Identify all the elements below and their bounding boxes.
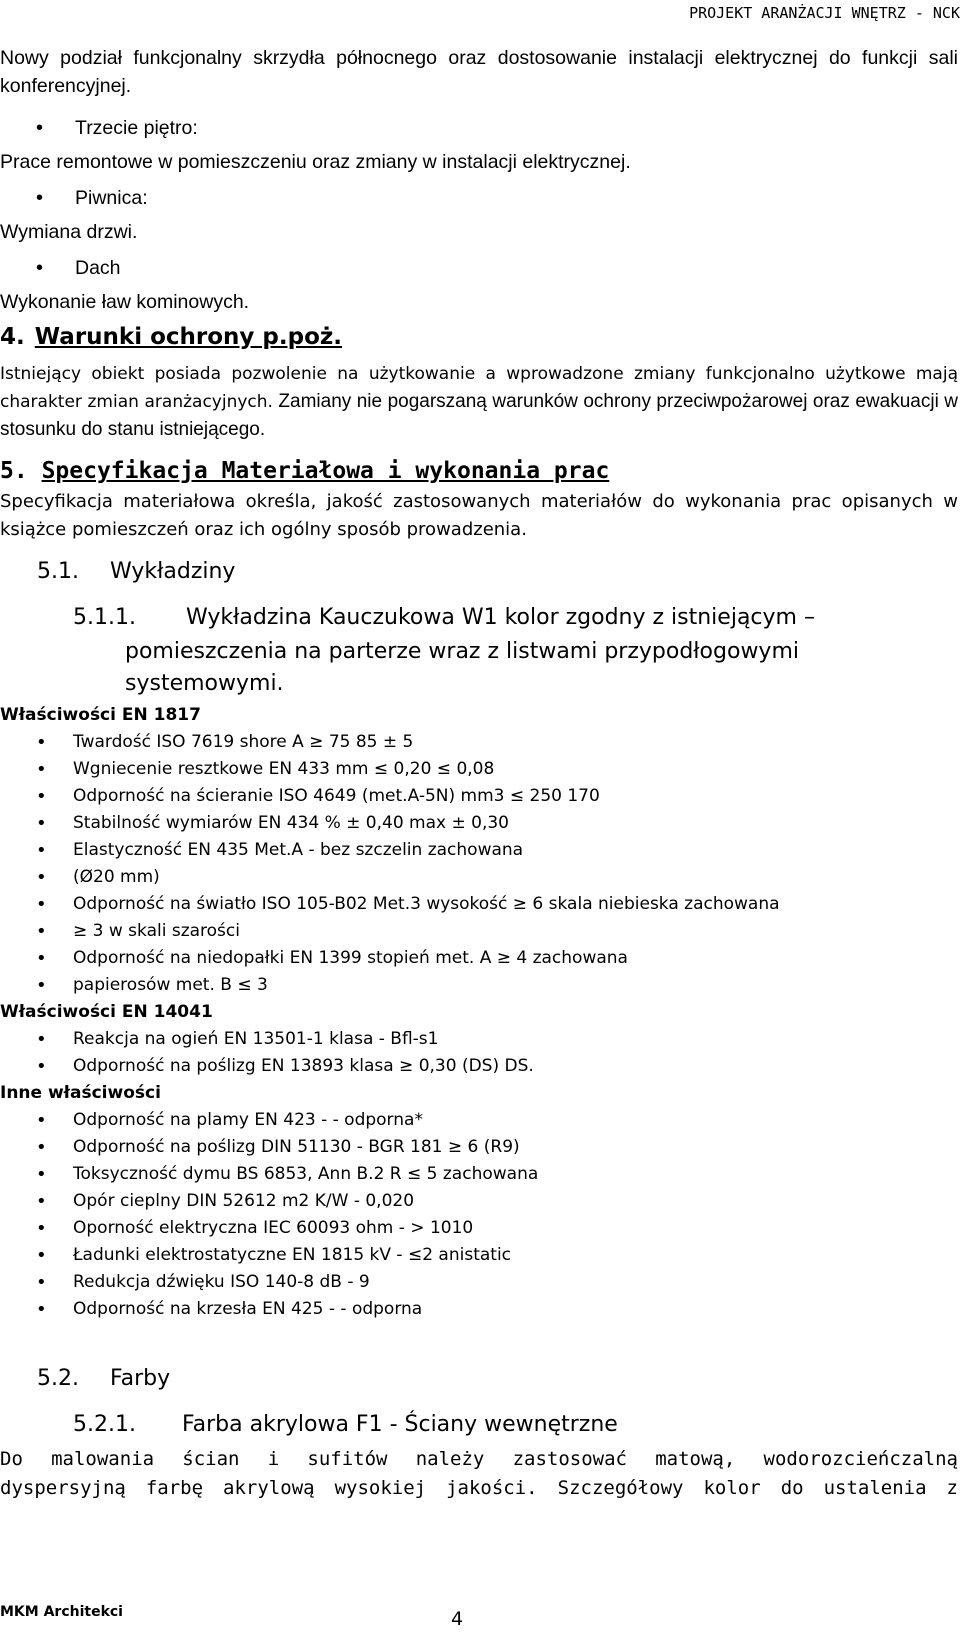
section-5-1-title: Wykładziny — [110, 559, 236, 584]
section-5-1-1-number: 5.1.1. — [73, 605, 136, 630]
bullet-basement: • Piwnica: — [0, 184, 958, 212]
property-item: • Reakcja na ogień EN 13501-1 klasa - Bfl-s1 — [0, 1026, 958, 1053]
section-5-2-1-heading — [0, 1405, 958, 1445]
property-item: • Odporność na plamy EN 423 - - odporna* — [0, 1107, 958, 1134]
intro-paragraph-4: Wykonanie ław kominowych. — [0, 291, 250, 313]
section-5-2-title: Farby — [110, 1366, 171, 1391]
section-4-text — [0, 360, 958, 444]
intro-paragraph-3: Wymiana drzwi. — [0, 221, 138, 243]
properties-heading-en1817: Właściwości EN 1817 — [0, 705, 201, 725]
property-item: • Redukcja dźwięku ISO 140-8 dB - 9 — [0, 1269, 958, 1296]
section-5-1-1-heading — [0, 596, 958, 702]
bullet-roof: • Dach — [0, 254, 958, 282]
intro-paragraph-1: Nowy podział funkcjonalny skrzydła północnego oraz dostosowanie instalacji elektrycznej do funkcji sali konferencyjnej. — [0, 47, 958, 97]
section-5-1-1-line-3: systemowymi. — [125, 671, 284, 696]
section-4-number: 4. — [0, 324, 25, 350]
section-5-1-1-line-1: Wykładzina Kauczukowa W1 kolor zgodny z istniejącym – — [186, 605, 815, 630]
property-item: • Odporność na ścieranie ISO 4649 (met.A-5N) mm3 ≤ 250 170 — [0, 783, 958, 810]
section-5-2-1-title: Farba akrylowa F1 - Ściany wewnętrzne — [182, 1412, 618, 1437]
property-item: • ≥ 3 w skali szarości — [0, 918, 958, 945]
property-item: • Wgniecenie resztkowe EN 433 mm ≤ 0,20 ≤ 0,08 — [0, 756, 958, 783]
property-item: • Oporność elektryczna IEC 60093 ohm - > 1010 — [0, 1215, 958, 1242]
properties-heading-other: Inne właściwości — [0, 1083, 161, 1103]
section-4-title: Warunki ochrony p.poż. — [34, 324, 343, 350]
page-content — [0, 44, 958, 1503]
section-5-2-1-text: Do malowania ścian i sufitów należy zastosować matową, wodorozcieńczalną dyspersyjną farbę akrylową wysokiej jakości. Szczegółowy kolor do ustalenia z — [0, 1448, 958, 1499]
property-item: • papierosów met. B ≤ 3 — [0, 972, 958, 999]
property-item: • Elastyczność EN 435 Met.A - bez szczelin zachowana — [0, 837, 958, 864]
property-item: • (Ø20 mm) — [0, 864, 958, 891]
section-5-number: 5. — [0, 458, 28, 484]
property-item: • Ładunki elektrostatyczne EN 1815 kV - ≤2 anistatic — [0, 1242, 958, 1269]
page-header: PROJEKT ARANŻACJI WNĘTRZ - NCK — [689, 4, 960, 22]
section-4-text-a: Istniejący obiekt posiada pozwolenie na użytkowanie a wprowadzone zmiany funkcjonalno użytkowe mają charakter zmian aranżacyjnych. — [0, 364, 958, 412]
footer-company: MKM Architekci — [0, 1604, 123, 1620]
section-5-2-1-number: 5.2.1. — [73, 1412, 136, 1437]
properties-block — [0, 702, 958, 1323]
property-item: • Stabilność wymiarów EN 434 % ± 0,40 max ± 0,30 — [0, 810, 958, 837]
section-4-heading — [0, 322, 958, 352]
footer-page-number: 4 — [451, 1608, 464, 1630]
intro-paragraph-2: Prace remontowe w pomieszczeniu oraz zmiany w instalacji elektrycznej. — [0, 151, 631, 173]
property-item: • Twardość ISO 7619 shore A ≥ 75 85 ± 5 — [0, 729, 958, 756]
property-item: • Toksyczność dymu BS 6853, Ann B.2 R ≤ 5 zachowana — [0, 1161, 958, 1188]
section-5-text: Specyfikacja materiałowa określa, jakość zastosowanych materiałów do wykonania prac opisanych w książce pomieszczeń oraz ich ogólny sposób prowadzenia. — [0, 491, 958, 540]
property-item: • Odporność na światło ISO 105-B02 Met.3 wysokość ≥ 6 skala niebieska zachowana — [0, 891, 958, 918]
section-5-1-heading — [0, 552, 958, 592]
section-5-2-heading — [0, 1359, 958, 1399]
property-item: • Odporność na poślizg EN 13893 klasa ≥ 0,30 (DS) DS. — [0, 1053, 958, 1080]
property-item: • Odporność na niedopałki EN 1399 stopień met. A ≥ 4 zachowana — [0, 945, 958, 972]
section-5-heading — [0, 456, 958, 486]
bullet-third-floor: • Trzecie piętro: — [0, 114, 958, 142]
section-5-1-number: 5.1. — [37, 559, 79, 584]
property-item: • Odporność na krzesła EN 425 - - odporna — [0, 1296, 958, 1323]
property-item: • Odporność na poślizg DIN 51130 - BGR 181 ≥ 6 (R9) — [0, 1134, 958, 1161]
section-5-1-1-line-2: pomieszczenia na parterze wraz z listwami przypodłogowymi — [125, 639, 799, 664]
section-4-text-b: Zamiany nie pogarszaną warunków ochrony przeciwpożarowej oraz ewakuacji w stosunku do stanu istniejącego. — [0, 391, 958, 440]
property-item: • Opór cieplny DIN 52612 m2 K/W - 0,020 — [0, 1188, 958, 1215]
section-5-2-number: 5.2. — [37, 1366, 79, 1391]
properties-heading-en14041: Właściwości EN 14041 — [0, 1002, 213, 1022]
section-5-title: Specyfikacja Materiałowa i wykonania prac — [41, 458, 610, 484]
